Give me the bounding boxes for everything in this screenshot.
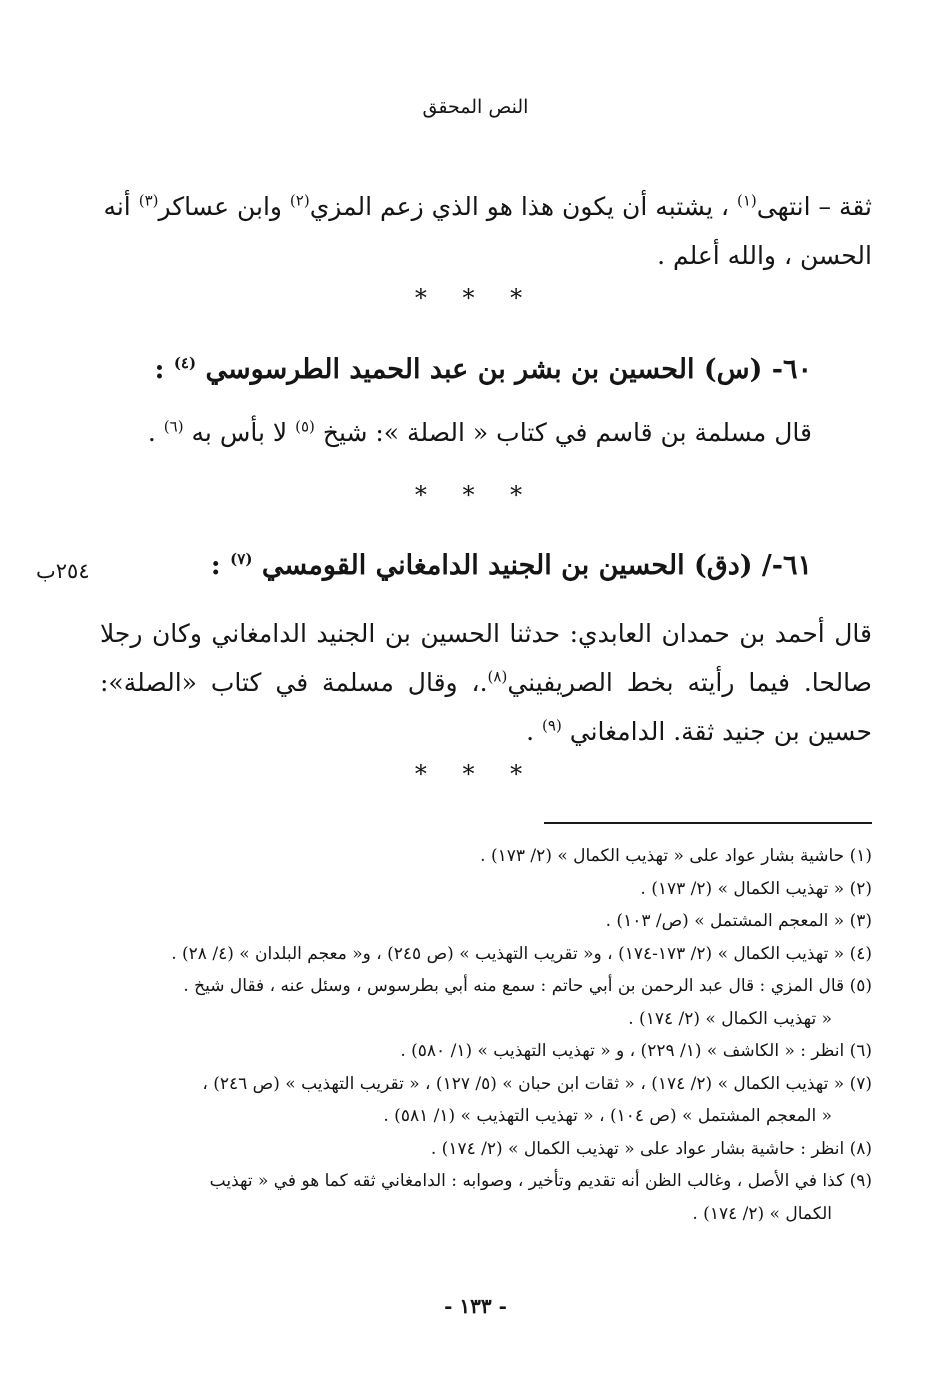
footnote-rule [544,822,872,824]
footnote-9 [100,1165,872,1230]
entry-title: ٦٠- (س) الحسين بن بشر بن عبد الحميد الطرسوسي [205,354,812,385]
manuscript-folio-marker: ٢٥٤ب [36,559,90,583]
footnote-number: (٥) [849,976,872,996]
footnote-ref: (٦) [163,417,184,436]
footnote-ref: (٢) [289,191,310,210]
entry-61-body [100,609,872,756]
footnote-1 [100,840,872,873]
text-run: .، وقال مسلمة في كتاب «الصلة»: حسين بن جنيد ثقة. الدامغاني [100,668,872,746]
footnote-text: « تهذيب الكمال » (٢/ ١٧٣) . [640,878,845,899]
section-separator: * * * [414,481,537,509]
text-run: . [526,717,543,746]
heading-colon: : [154,354,174,385]
footnote-number: (٦) [849,1041,872,1061]
footnote-number: (٨) [849,1138,872,1159]
footnote-text: انظر : حاشية بشار عواد على « تهذيب الكمال » (٢/ ١٧٤) . [430,1138,845,1159]
heading-colon: : [210,550,231,581]
running-head: النص المحقق [422,96,529,118]
paragraph-line: الحسن ، والله أعلم . [657,241,872,270]
footnote-ref: (٣) [138,191,159,210]
entry-continuation-paragraph [100,182,872,280]
text-run: ثقة – انتهى [756,192,872,221]
footnote-2 [100,873,872,906]
footnote-8 [100,1133,872,1166]
footnote-ref: (٤) [173,354,197,372]
page-number: - ١٣٣ - [444,1294,507,1318]
footnote-number: (٣) [849,911,872,931]
footnote-ref: (٨) [487,667,508,686]
text-run: ، يشتبه أن يكون هذا هو الذي زعم المزي [309,192,737,221]
text-run: . [147,418,164,447]
footnote-ref: (٧) [230,550,253,568]
footnote-number: (٤) [849,943,872,964]
entry-title: ٦١-/ (دق) الحسين بن الجنيد الدامغاني القومسي [261,550,812,581]
footnote-7 [100,1068,872,1133]
text-run: أنه [103,192,139,221]
entry-60-heading [140,350,812,390]
text-run: لا بأس به [191,418,296,447]
entry-60-body [140,408,812,457]
footnote-ref: (١) [737,191,757,210]
footnote-6 [100,1035,872,1068]
footnote-3 [100,905,872,938]
footnote-ref: (٥) [295,417,315,436]
text-run: قال أحمد بن حمدان العابدي: حدثنا الحسين بن الجنيد الدامغاني وكان رجلا صالحا. فيما رأيته بخط الصريفيني [100,619,872,697]
text-run: قال مسلمة بن قاسم في كتاب « الصلة »: شيخ [322,418,812,447]
paragraph-line [100,182,872,231]
footnote-number: (٩) [849,1171,872,1191]
entry-61-heading [140,546,812,586]
footnote-text: كذا في الأصل ، وغالب الظن أنه تقديم وتأخير ، وصوابه : الدامغاني ثقه كما هو في « تهذيب [209,1171,845,1191]
footnote-continuation: « المعجم المشتمل » (ص ١٠٤) ، « تهذيب التهذيب » (١/ ٥٨١) . [383,1106,832,1126]
footnote-ref: (٩) [542,716,562,735]
section-separator: * * * [414,760,537,788]
footnote-number: (١) [849,846,872,866]
footnote-4 [100,938,872,971]
footnote-text: « تهذيب الكمال » (٢/ ١٧٤) ، « ثقات ابن حبان » (٥/ ١٢٧) ، « تقريب التهذيب » (ص ٢٤٦) ، [202,1073,845,1094]
footnote-number: (٧) [849,1073,872,1094]
footnote-text: « تهذيب الكمال » (٢/ ١٧٣-١٧٤) ، و« تقريب التهذيب » (ص ٢٤٥) ، و« معجم البلدان » (٤/ ٢٨) . [171,943,845,964]
footnotes [100,840,872,1230]
footnote-text: قال المزي : قال عبد الرحمن بن أبي حاتم : سمع منه أبي بطرسوس ، وسئل عنه ، فقال شيخ . [183,976,845,996]
section-separator: * * * [414,284,537,312]
text-run: وابن عساكر [158,192,290,221]
footnote-text: « المعجم المشتمل » (ص/ ١٠٣) . [605,911,845,931]
footnote-continuation: الكمال » (٢/ ١٧٤) . [692,1203,832,1224]
footnote-number: (٢) [849,878,872,899]
footnote-5 [100,970,872,1035]
footnote-continuation: « تهذيب الكمال » (٢/ ١٧٤) . [628,1008,832,1029]
footnote-text: حاشية بشار عواد على « تهذيب الكمال » (٢/ ١٧٣) . [480,846,845,866]
footnote-text: انظر : « الكاشف » (١/ ٢٢٩) ، و « تهذيب التهذيب » (١/ ٥٨٠) . [400,1041,845,1061]
